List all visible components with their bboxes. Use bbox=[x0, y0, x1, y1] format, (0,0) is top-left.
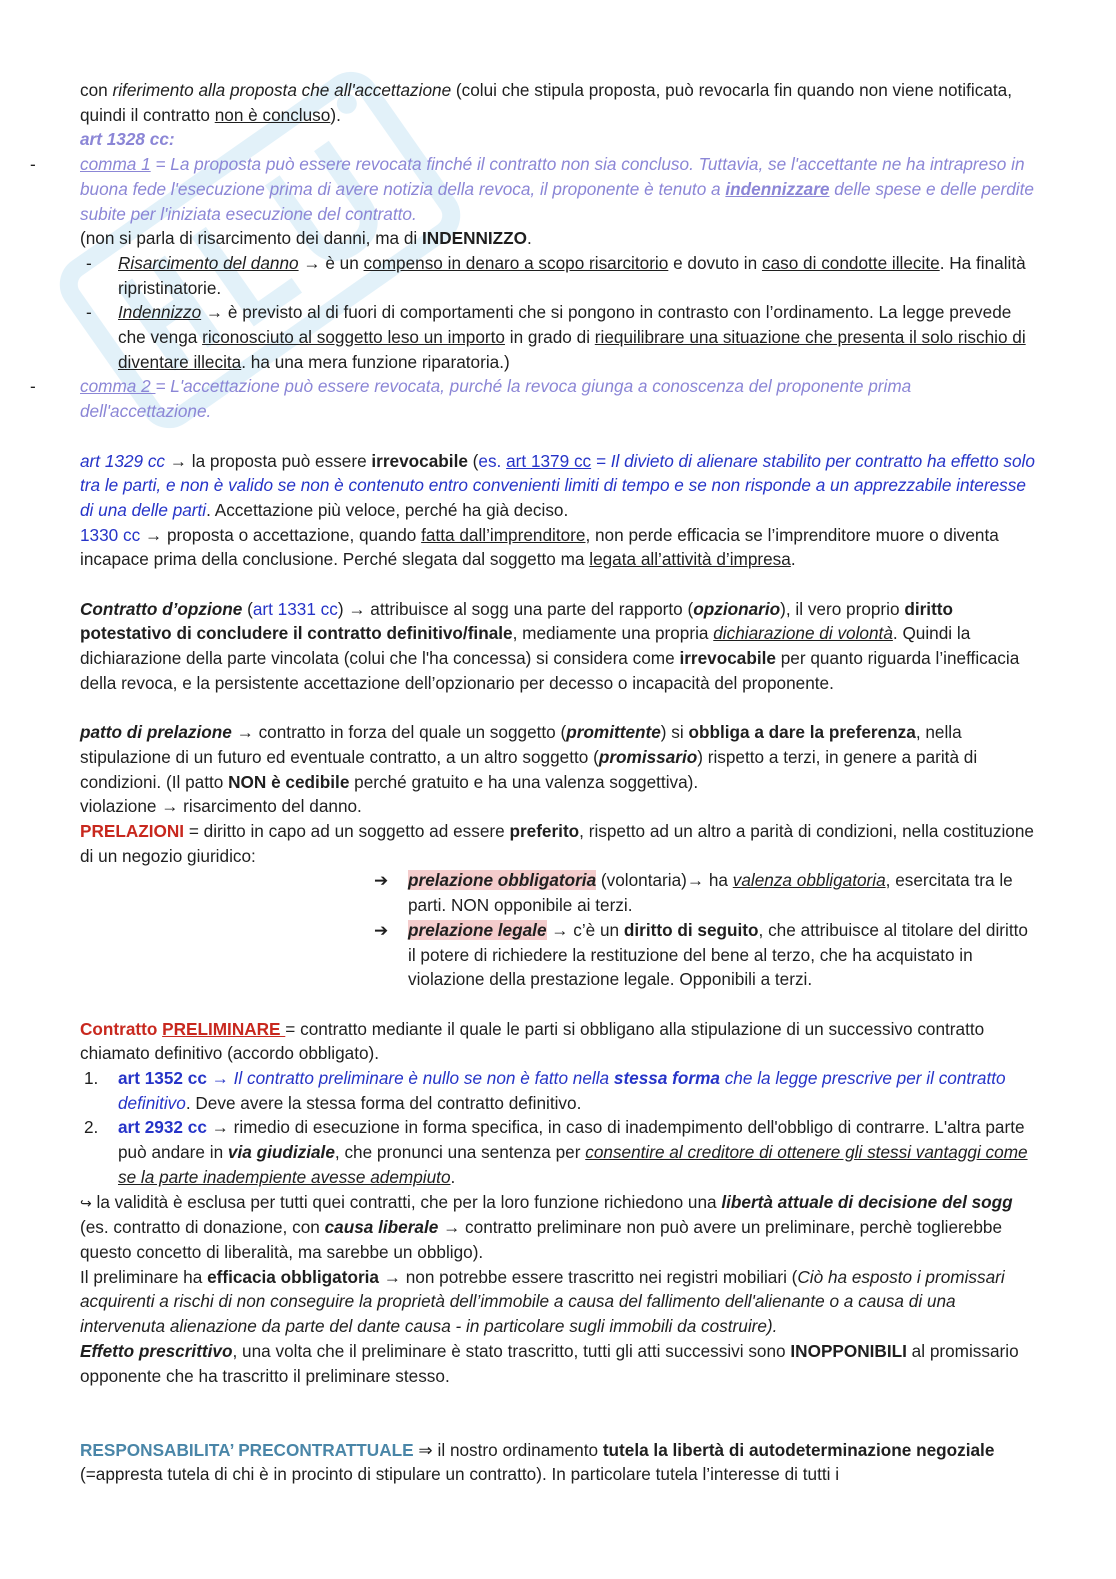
arrow-bullet-icon: ➔ bbox=[374, 919, 389, 940]
comma-1-link[interactable]: comma 1 bbox=[80, 154, 151, 175]
paragraph-effetto: Effetto prescrittivo, una volta che il preliminare è stato trascritto, tutti gli atti successivi sono INOPPONIBILI al promissario opponente che ha trascritto il preliminare stesso. bbox=[80, 1340, 1019, 1386]
list-item-art-2932: 2. art 2932 cc → rimedio di esecuzione in forma specifica, in caso di inadempimento dell'obbligo di contrarre. L'altra parte può andare in via giudiziale, che pronunci una sentenza per consentire al creditore di ottenere gli stessi vantaggi come se la parte inadempiente avesse adempiuto. bbox=[84, 1117, 1028, 1187]
paragraph-patto-prelazione: patto di prelazione → contratto in forza del quale un soggetto (promittente) si obbliga a dare la preferenza, nella stipulazione di un futuro ed eventuale contratto, a un altro soggetto (promissario) rispetto a terzi, in genere a parità di condizioni. (Il patto NON è cedibile perché gratuito e ha una valenza soggettiva). bbox=[80, 722, 978, 792]
art-1379-link[interactable]: art 1379 cc bbox=[506, 450, 592, 471]
list-item-prelazione-obbligatoria: ➔ prelazione obbligatoria (volontaria)→ ha valenza obbligatoria, esercitata tra le parti. NON opponibile ai terzi. bbox=[374, 870, 1013, 916]
paragraph-violazione: violazione → risarcimento del danno. bbox=[80, 796, 362, 817]
list-item-comma-2: - comma 2 = L'accettazione può essere revocata, purché la revoca giunga a conoscenza del proponente prima dell'accettazione. bbox=[30, 376, 912, 422]
list-item-risarcimento: - Risarcimento del danno → è un compenso in denaro a scopo risarcitorio e dovuto in caso di condotte illecite. Ha finalità ripristinatorie. bbox=[86, 252, 1026, 298]
paragraph-contratto-preliminare: Contratto PRELIMINARE = contratto mediante il quale le parti si obbligano alla stipulazione di un successivo contratto chiamato definitivo (accordo obbligato). bbox=[80, 1018, 985, 1064]
paragraph-validita: ↪ la validità è esclusa per tutti quei contratti, che per la loro funzione richiedono una libertà attuale di decisione del sogg (es. contratto di donazione, con causa liberale → contratto preliminare non può avere un preliminare, perchè toglierebbe questo concetto di liberalità, ma sarebbe un obbligo). bbox=[80, 1191, 1013, 1262]
paragraph-prelazioni: PRELAZIONI = diritto in capo ad un soggetto ad essere preferito, rispetto ad un altro a parità di condizioni, nella costituzione di un negozio giuridico: bbox=[80, 821, 1034, 866]
paragraph-art-1330: 1330 cc → proposta o accettazione, quando fatta dall’imprenditore, non perde efficacia se l’imprenditore muore o diventa incapace prima della conclusione. Perché slegata dal soggetto ma legata all’attività d’impresa. bbox=[80, 524, 999, 570]
paragraph-contratto-opzione: Contratto d’opzione (art 1331 cc) → attribuisce al sogg una parte del rapporto (opzionario), il vero proprio diritto potestativo di concludere il contratto definitivo/finale, mediamente una propria dichiarazione di volontà. Quindi la dichiarazione della parte vincolata (colui che l'ha concessa) si considera come irrevocabile per quanto riguarda l’inefficacia della revoca, e la persistente accettazione dell’opzionario per decesso o incapacità del proponente. bbox=[80, 598, 1020, 693]
heading-art-1328: art 1328 cc: bbox=[80, 129, 175, 150]
arrow-bullet-icon: ➔ bbox=[374, 870, 389, 891]
list-item-indennizzo: - Indennizzo → è previsto al di fuori di comportamenti che si pongono in contrasto con l’ordinamento. La legge prevede che venga riconosciuto al soggetto leso un importo in grado di riequilibrare una situazione che presenta il solo rischio di diventare illecita. ha una mera funzione riparatoria.) bbox=[86, 302, 1026, 372]
paragraph-intro: con riferimento alla proposta che all'accettazione (colui che stipula proposta, può revocarla fin quando non viene notificata, quindi il contratto non è concluso). bbox=[80, 80, 1012, 125]
list-item-comma-1: - comma 1 = La proposta può essere revocata finché il contratto non sia concluso. Tuttavia, se l'accettante ne ha intrapreso in buona fede l'esecuzione prima di avere notizia della revoca, il proponente è tenuto a indennizzare delle spese e delle perdite subite per l'iniziata esecuzione del contratto. bbox=[30, 154, 1034, 224]
list-item-prelazione-legale: ➔ prelazione legale → c’è un diritto di seguito, che attribuisce al titolare del diritto il potere di richiedere la restituzione del bene al terzo, che ha acquistato in violazione della prestazione legale. Opponibili a terzi. bbox=[374, 919, 1028, 990]
paragraph-indennizzo-note: (non si parla di risarcimento dei danni, ma di INDENNIZZO. bbox=[80, 228, 532, 249]
document-body bbox=[30, 78, 1040, 1487]
return-arrow-icon: ↪ bbox=[80, 1194, 92, 1211]
comma-2-link[interactable]: comma 2 bbox=[80, 376, 156, 397]
paragraph-efficacia: Il preliminare ha efficacia obbligatoria → non potrebbe essere trascritto nei registri mobiliari (Ciò ha esposto i promissari acquirenti a rischi di non conseguire la proprietà dell’immobile a causa del fallimento dell'alienante o a causa di una intervenuta alienazione da parte del dante causa - in particolare sugli immobili da costruire). bbox=[80, 1266, 1005, 1337]
list-item-art-1352: 1. art 1352 cc → Il contratto preliminare è nullo se non è fatto nella stessa forma che la legge prescrive per il contratto definitivo. Deve avere la stessa forma del contratto definitivo. bbox=[84, 1068, 1006, 1113]
paragraph-art-1329: art 1329 cc → la proposta può essere irrevocabile (es. art 1379 cc = Il divieto di alienare stabilito per contratto ha effetto solo tra le parti, e non è valido se non è contenuto entro convenienti limiti di tempo e se non risponde a un apprezzabile interesse di una delle parti. Accettazione più veloce, perché ha già deciso. bbox=[80, 450, 1035, 520]
paragraph-responsabilita: RESPONSABILITA’ PRECONTRATTUALE ⇒ il nostro ordinamento tutela la libertà di autodeterminazione negoziale (=appresta tutela di chi è in procinto di stipulare un contratto). In particolare tutela l’interesse di tutti i bbox=[80, 1439, 995, 1485]
